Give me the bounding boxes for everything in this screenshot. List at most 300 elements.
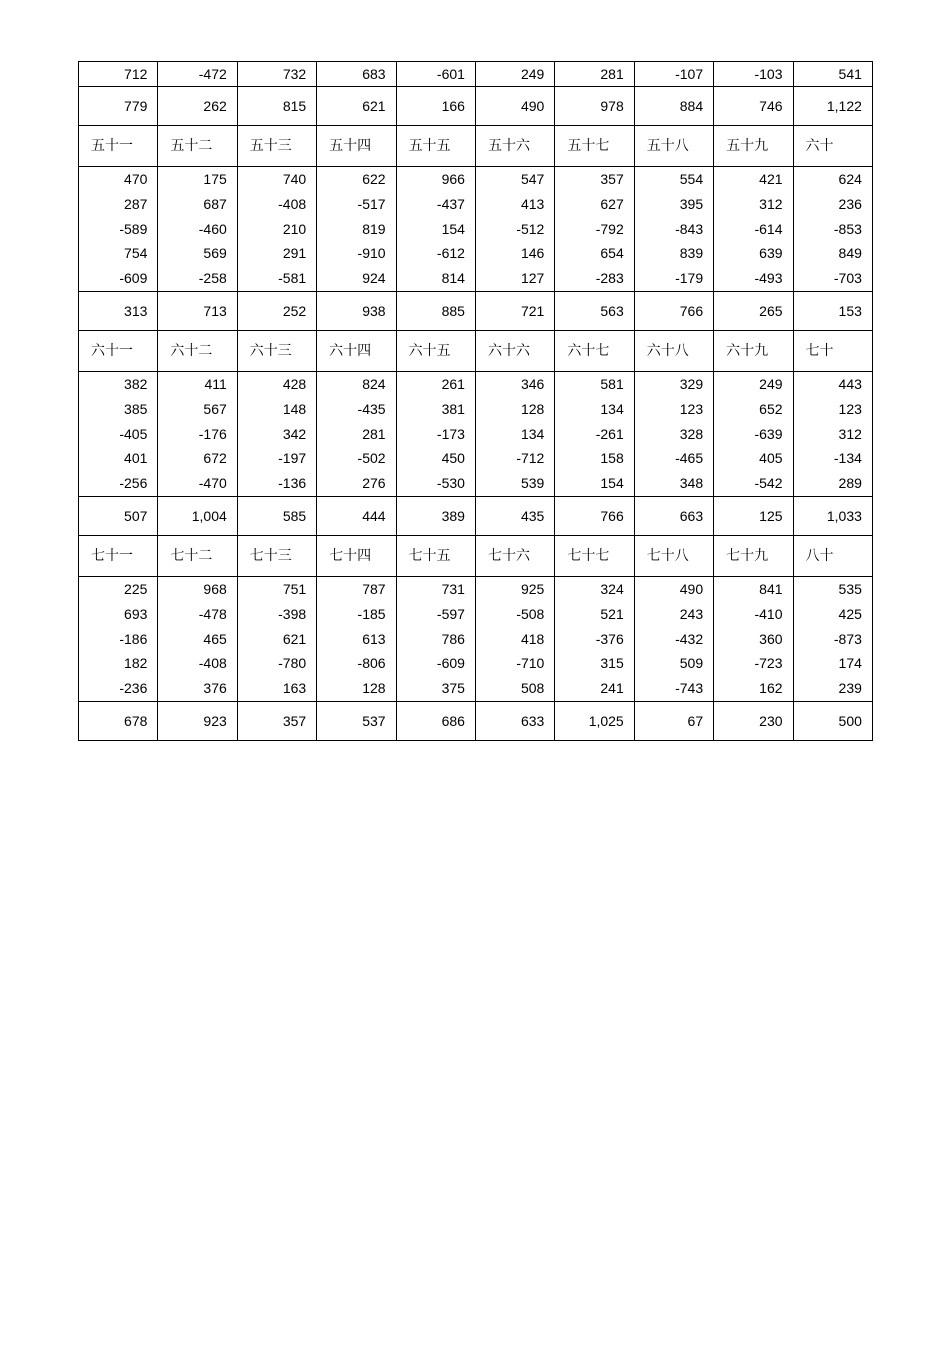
addend-value: -261 [595, 425, 624, 442]
problem-number: 五十一 [91, 138, 133, 154]
addend-value: 276 [362, 475, 386, 492]
addend-value: 413 [520, 195, 545, 212]
problem-number-cell [396, 535, 475, 576]
problem-cell [793, 62, 872, 87]
addend-value: 581 [600, 375, 624, 392]
addend-value: -197 [278, 450, 307, 467]
addend-value: -185 [357, 605, 386, 622]
answer-row [79, 87, 873, 126]
addend-value: -236 [119, 680, 148, 697]
answer-cell [793, 87, 872, 126]
answer-cell [555, 701, 634, 740]
problem-cell [714, 167, 793, 292]
addend-value: 127 [520, 270, 545, 287]
addend-value: 490 [679, 580, 704, 597]
addend-value: 819 [362, 220, 386, 237]
addend-value: -493 [754, 270, 783, 287]
problem-number: 六十六 [487, 342, 530, 359]
answer-cell [475, 291, 554, 330]
addend-value: 824 [362, 375, 386, 392]
addend-value: -703 [833, 270, 862, 287]
addend-value: -176 [198, 425, 227, 442]
problem-number: 七十六 [487, 547, 530, 564]
addend-value: 357 [600, 171, 624, 187]
addend-value: 342 [282, 425, 307, 442]
addend-value: -712 [516, 450, 545, 467]
addend-value: 569 [203, 245, 227, 262]
problem-number: 七十四 [329, 547, 372, 564]
cell-value: 1,033 [826, 507, 862, 524]
addend-value: -589 [119, 220, 148, 237]
problem-number: 六十二 [170, 342, 213, 359]
problem-cell [79, 167, 158, 292]
problem-number: 七十五 [408, 547, 451, 564]
addend-value: -780 [278, 655, 307, 672]
answer-cell [317, 87, 396, 126]
addend-value: 287 [124, 195, 148, 212]
addend-value: 418 [520, 630, 545, 647]
cell-value: 1,004 [191, 507, 227, 524]
problem-cell [634, 167, 713, 292]
problem-cell [158, 167, 237, 292]
addend-value: 627 [600, 195, 624, 212]
cell-value: 490 [520, 98, 545, 114]
problem-number-cell [555, 126, 634, 167]
addend-value: 376 [203, 680, 227, 697]
addend-value: -609 [436, 655, 465, 672]
cell-value: 1,025 [588, 712, 624, 729]
problem-cell [317, 576, 396, 701]
addend-value: 123 [679, 400, 704, 417]
cell-value: 884 [679, 98, 704, 114]
addend-value: 329 [679, 375, 704, 392]
problem-cell [396, 371, 475, 496]
addend-value: 443 [838, 375, 862, 392]
problem-values-block [79, 576, 873, 701]
problem-number-cell [634, 535, 713, 576]
addend-value: 425 [838, 605, 862, 622]
cell-value: 713 [203, 302, 227, 319]
cell-value: 885 [441, 302, 465, 319]
addend-value: 613 [362, 630, 386, 647]
problem-number: 六十三 [249, 342, 292, 359]
answer-cell [158, 87, 237, 126]
addend-value: 182 [124, 655, 148, 672]
addend-value: 225 [124, 580, 148, 597]
problem-number-cell [79, 535, 158, 576]
cell-value: -107 [675, 66, 704, 82]
answer-cell [634, 87, 713, 126]
answer-cell [396, 291, 475, 330]
cell-value: 357 [282, 712, 307, 729]
addend-value: 128 [520, 400, 545, 417]
problem-cell [237, 167, 316, 292]
worksheet-body [79, 62, 873, 741]
problem-cell [634, 371, 713, 496]
cell-value: 732 [282, 66, 307, 82]
addend-value: 154 [600, 475, 624, 492]
addend-value: -581 [278, 270, 307, 287]
addend-value: 740 [282, 171, 307, 187]
problem-cell [475, 167, 554, 292]
problem-number-cell [714, 126, 793, 167]
problem-number-cell [79, 330, 158, 371]
problem-cell [475, 576, 554, 701]
addend-value: -435 [357, 400, 386, 417]
problem-number: 七十一 [91, 547, 133, 564]
addend-value: 693 [124, 605, 148, 622]
problem-cell [634, 576, 713, 701]
answer-cell [634, 496, 713, 535]
addend-value: 291 [282, 245, 307, 262]
problem-number-cell [555, 330, 634, 371]
addend-value: -508 [516, 605, 545, 622]
problem-number: 六十 [805, 138, 834, 154]
cell-value: 265 [759, 302, 783, 319]
problem-cell [714, 62, 793, 87]
addend-value: -408 [278, 195, 307, 212]
problem-number-cell [237, 330, 316, 371]
addend-value: 966 [441, 171, 465, 187]
addend-value: 239 [838, 680, 862, 697]
problem-number-cell [714, 535, 793, 576]
addend-value: 428 [282, 375, 307, 392]
problem-cell [79, 576, 158, 701]
cell-value: 721 [520, 302, 545, 319]
answer-cell [634, 291, 713, 330]
problem-cell [555, 62, 634, 87]
addend-value: 839 [679, 245, 704, 262]
problem-number-cell [317, 330, 396, 371]
problem-number-cell [475, 126, 554, 167]
addend-value: -512 [516, 220, 545, 237]
problem-number: 五十七 [567, 138, 610, 154]
problem-number-cell [317, 126, 396, 167]
cell-value: 923 [203, 712, 227, 729]
problem-cell [555, 167, 634, 292]
answer-cell [237, 87, 316, 126]
addend-value: 243 [679, 605, 704, 622]
addend-value: 849 [838, 245, 862, 262]
addend-value: 134 [600, 400, 624, 417]
cell-value: 978 [600, 98, 624, 114]
answer-cell [237, 496, 316, 535]
addend-value: -478 [198, 605, 227, 622]
addend-value: 236 [838, 195, 862, 212]
addend-value: -853 [833, 220, 862, 237]
problem-cell [714, 576, 793, 701]
problem-number-cell [475, 330, 554, 371]
problem-number: 五十六 [487, 138, 530, 154]
addend-value: -408 [198, 655, 227, 672]
cell-value: 585 [282, 507, 307, 524]
addend-value: 751 [282, 580, 307, 597]
answer-cell [79, 701, 158, 740]
cell-value: 633 [520, 712, 545, 729]
problem-number-cell [475, 535, 554, 576]
addend-value: 241 [600, 680, 624, 697]
problem-number: 七十八 [646, 547, 689, 564]
addend-value: 174 [838, 655, 862, 672]
problem-number-cell [79, 126, 158, 167]
problem-number: 五十八 [646, 138, 689, 154]
problem-cell [158, 371, 237, 496]
problem-cell [555, 576, 634, 701]
addend-value: -376 [595, 630, 624, 647]
cell-value: 663 [679, 507, 704, 524]
problem-cell [158, 576, 237, 701]
problem-number-cell [793, 330, 872, 371]
answer-cell [396, 87, 475, 126]
problem-number-cell [158, 330, 237, 371]
problem-number: 五十二 [170, 138, 213, 154]
problem-number: 七十三 [249, 547, 292, 564]
addend-value: 841 [759, 580, 783, 597]
addend-value: 385 [124, 400, 148, 417]
problem-values-row [79, 62, 873, 87]
addend-value: -792 [595, 220, 624, 237]
addend-value: 652 [759, 400, 783, 417]
answer-cell [793, 701, 872, 740]
addend-value: 289 [838, 475, 862, 492]
answer-cell [793, 496, 872, 535]
cell-value: 563 [600, 302, 624, 319]
addend-value: 639 [759, 245, 783, 262]
answer-cell [475, 701, 554, 740]
answer-cell [475, 87, 554, 126]
problem-cell [793, 576, 872, 701]
problem-number: 七十二 [170, 547, 213, 564]
problem-number-cell [396, 330, 475, 371]
cell-value: 938 [362, 302, 386, 319]
cell-value: 621 [362, 98, 386, 114]
addend-value: 924 [362, 270, 386, 287]
addend-value: -910 [357, 245, 386, 262]
addend-value: -405 [119, 425, 148, 442]
addend-value: -186 [119, 630, 148, 647]
addend-value: 175 [203, 171, 227, 187]
addend-value: 450 [441, 450, 465, 467]
problem-cell [793, 371, 872, 496]
addend-value: -612 [436, 245, 465, 262]
addend-value: 554 [679, 171, 704, 187]
addend-value: 786 [441, 630, 465, 647]
addend-value: 547 [520, 171, 545, 187]
problem-number: 七十 [805, 342, 834, 359]
addend-value: 360 [759, 630, 783, 647]
addend-value: -597 [436, 605, 465, 622]
addend-value: 567 [203, 400, 227, 417]
addend-value: 405 [759, 450, 783, 467]
addend-value: 687 [203, 195, 227, 212]
addend-value: 470 [124, 171, 148, 187]
problem-number: 七十七 [567, 547, 610, 564]
cell-value: 683 [362, 66, 386, 82]
addend-value: -873 [833, 630, 862, 647]
addend-value: 814 [441, 270, 465, 287]
addend-value: 128 [362, 680, 386, 697]
problem-number-row [79, 330, 873, 371]
addend-value: 315 [600, 655, 624, 672]
answer-cell [317, 701, 396, 740]
problem-number-cell [158, 535, 237, 576]
addend-value: -136 [278, 475, 307, 492]
addend-value: 672 [203, 450, 227, 467]
addend-value: 395 [679, 195, 704, 212]
problem-number-cell [237, 126, 316, 167]
addend-value: 346 [520, 375, 545, 392]
addend-value: 622 [362, 171, 386, 187]
answer-cell [475, 496, 554, 535]
problem-cell [237, 371, 316, 496]
addend-value: -179 [675, 270, 704, 287]
answer-cell [237, 701, 316, 740]
addend-value: -410 [754, 605, 783, 622]
cell-value: 766 [679, 302, 704, 319]
addend-value: 411 [204, 375, 227, 392]
addend-value: 312 [759, 195, 783, 212]
cell-value: 507 [124, 507, 148, 524]
problem-number-cell [793, 126, 872, 167]
addend-value: 731 [441, 580, 465, 597]
answer-cell [396, 701, 475, 740]
answer-cell [555, 496, 634, 535]
cell-value: 67 [687, 712, 704, 729]
cell-value: 686 [441, 712, 465, 729]
answer-cell [317, 291, 396, 330]
problem-number-cell [158, 126, 237, 167]
problem-cell [396, 167, 475, 292]
addend-value: -843 [675, 220, 704, 237]
cell-value: 125 [759, 507, 783, 524]
problem-cell [79, 371, 158, 496]
addend-value: -398 [278, 605, 307, 622]
cell-value: 230 [759, 712, 783, 729]
addend-value: -437 [436, 195, 465, 212]
cell-value: 252 [282, 302, 307, 319]
addend-value: 401 [124, 450, 148, 467]
answer-cell [79, 496, 158, 535]
cell-value: 313 [124, 302, 148, 319]
problem-cell [79, 62, 158, 87]
answer-cell [793, 291, 872, 330]
problem-number: 六十八 [646, 342, 689, 359]
addend-value: 148 [282, 400, 307, 417]
addend-value: 154 [441, 220, 465, 237]
problem-number-row [79, 126, 873, 167]
problem-cell [714, 371, 793, 496]
cell-value: 779 [124, 98, 148, 114]
cell-value: 815 [282, 98, 307, 114]
problem-number: 七十九 [726, 547, 769, 564]
answer-cell [555, 291, 634, 330]
arithmetic-worksheet-table [78, 61, 873, 741]
addend-value: 421 [759, 171, 783, 187]
answer-cell [396, 496, 475, 535]
problem-cell [317, 371, 396, 496]
answer-row [79, 291, 873, 330]
problem-cell [158, 62, 237, 87]
addend-value: 654 [600, 245, 624, 262]
addend-value: -173 [436, 425, 465, 442]
addend-value: -258 [198, 270, 227, 287]
addend-value: -134 [833, 450, 862, 467]
addend-value: 968 [203, 580, 227, 597]
problem-cell [317, 62, 396, 87]
problem-values-block [79, 167, 873, 292]
addend-value: 158 [600, 450, 624, 467]
addend-value: 348 [679, 475, 704, 492]
addend-value: -614 [754, 220, 783, 237]
problem-number: 六十七 [567, 342, 610, 359]
addend-value: 382 [124, 375, 148, 392]
addend-value: 621 [282, 630, 307, 647]
problem-cell [793, 167, 872, 292]
addend-value: 539 [520, 475, 545, 492]
addend-value: 324 [600, 580, 624, 597]
addend-value: 535 [838, 580, 862, 597]
addend-value: 146 [520, 245, 545, 262]
cell-value: 444 [362, 507, 386, 524]
problem-number: 五十五 [408, 138, 451, 154]
cell-value: 766 [600, 507, 624, 524]
addend-value: 381 [441, 400, 465, 417]
cell-value: 249 [520, 66, 545, 82]
problem-cell [475, 371, 554, 496]
cell-value: 281 [600, 66, 624, 82]
addend-value: 925 [520, 580, 545, 597]
answer-cell [714, 701, 793, 740]
cell-value: 541 [838, 66, 862, 82]
addend-value: -806 [357, 655, 386, 672]
problem-number-cell [634, 126, 713, 167]
problem-number-cell [714, 330, 793, 371]
addend-value: -723 [754, 655, 783, 672]
addend-value: -609 [119, 270, 148, 287]
addend-value: -432 [675, 630, 704, 647]
addend-value: -517 [357, 195, 386, 212]
cell-value: 712 [124, 66, 148, 82]
problem-number: 六十九 [726, 342, 769, 359]
addend-value: -470 [198, 475, 227, 492]
addend-value: -460 [198, 220, 227, 237]
addend-value: -283 [595, 270, 624, 287]
answer-cell [158, 291, 237, 330]
problem-cell [396, 62, 475, 87]
problem-cell [396, 576, 475, 701]
addend-value: 508 [520, 680, 545, 697]
problem-number: 五十四 [329, 138, 372, 154]
problem-number-cell [237, 535, 316, 576]
addend-value: -743 [675, 680, 704, 697]
problem-cell [317, 167, 396, 292]
cell-value: 389 [441, 507, 465, 524]
cell-value: 678 [124, 712, 148, 729]
cell-value: 1,122 [826, 98, 862, 114]
answer-cell [237, 291, 316, 330]
problem-number: 六十五 [408, 342, 451, 359]
cell-value: 166 [441, 98, 465, 114]
answer-cell [634, 701, 713, 740]
answer-cell [158, 701, 237, 740]
cell-value: 262 [203, 98, 227, 114]
answer-cell [317, 496, 396, 535]
addend-value: 210 [282, 220, 307, 237]
addend-value: 465 [203, 630, 227, 647]
addend-value: -542 [754, 475, 783, 492]
problem-cell [634, 62, 713, 87]
addend-value: 249 [759, 375, 783, 392]
